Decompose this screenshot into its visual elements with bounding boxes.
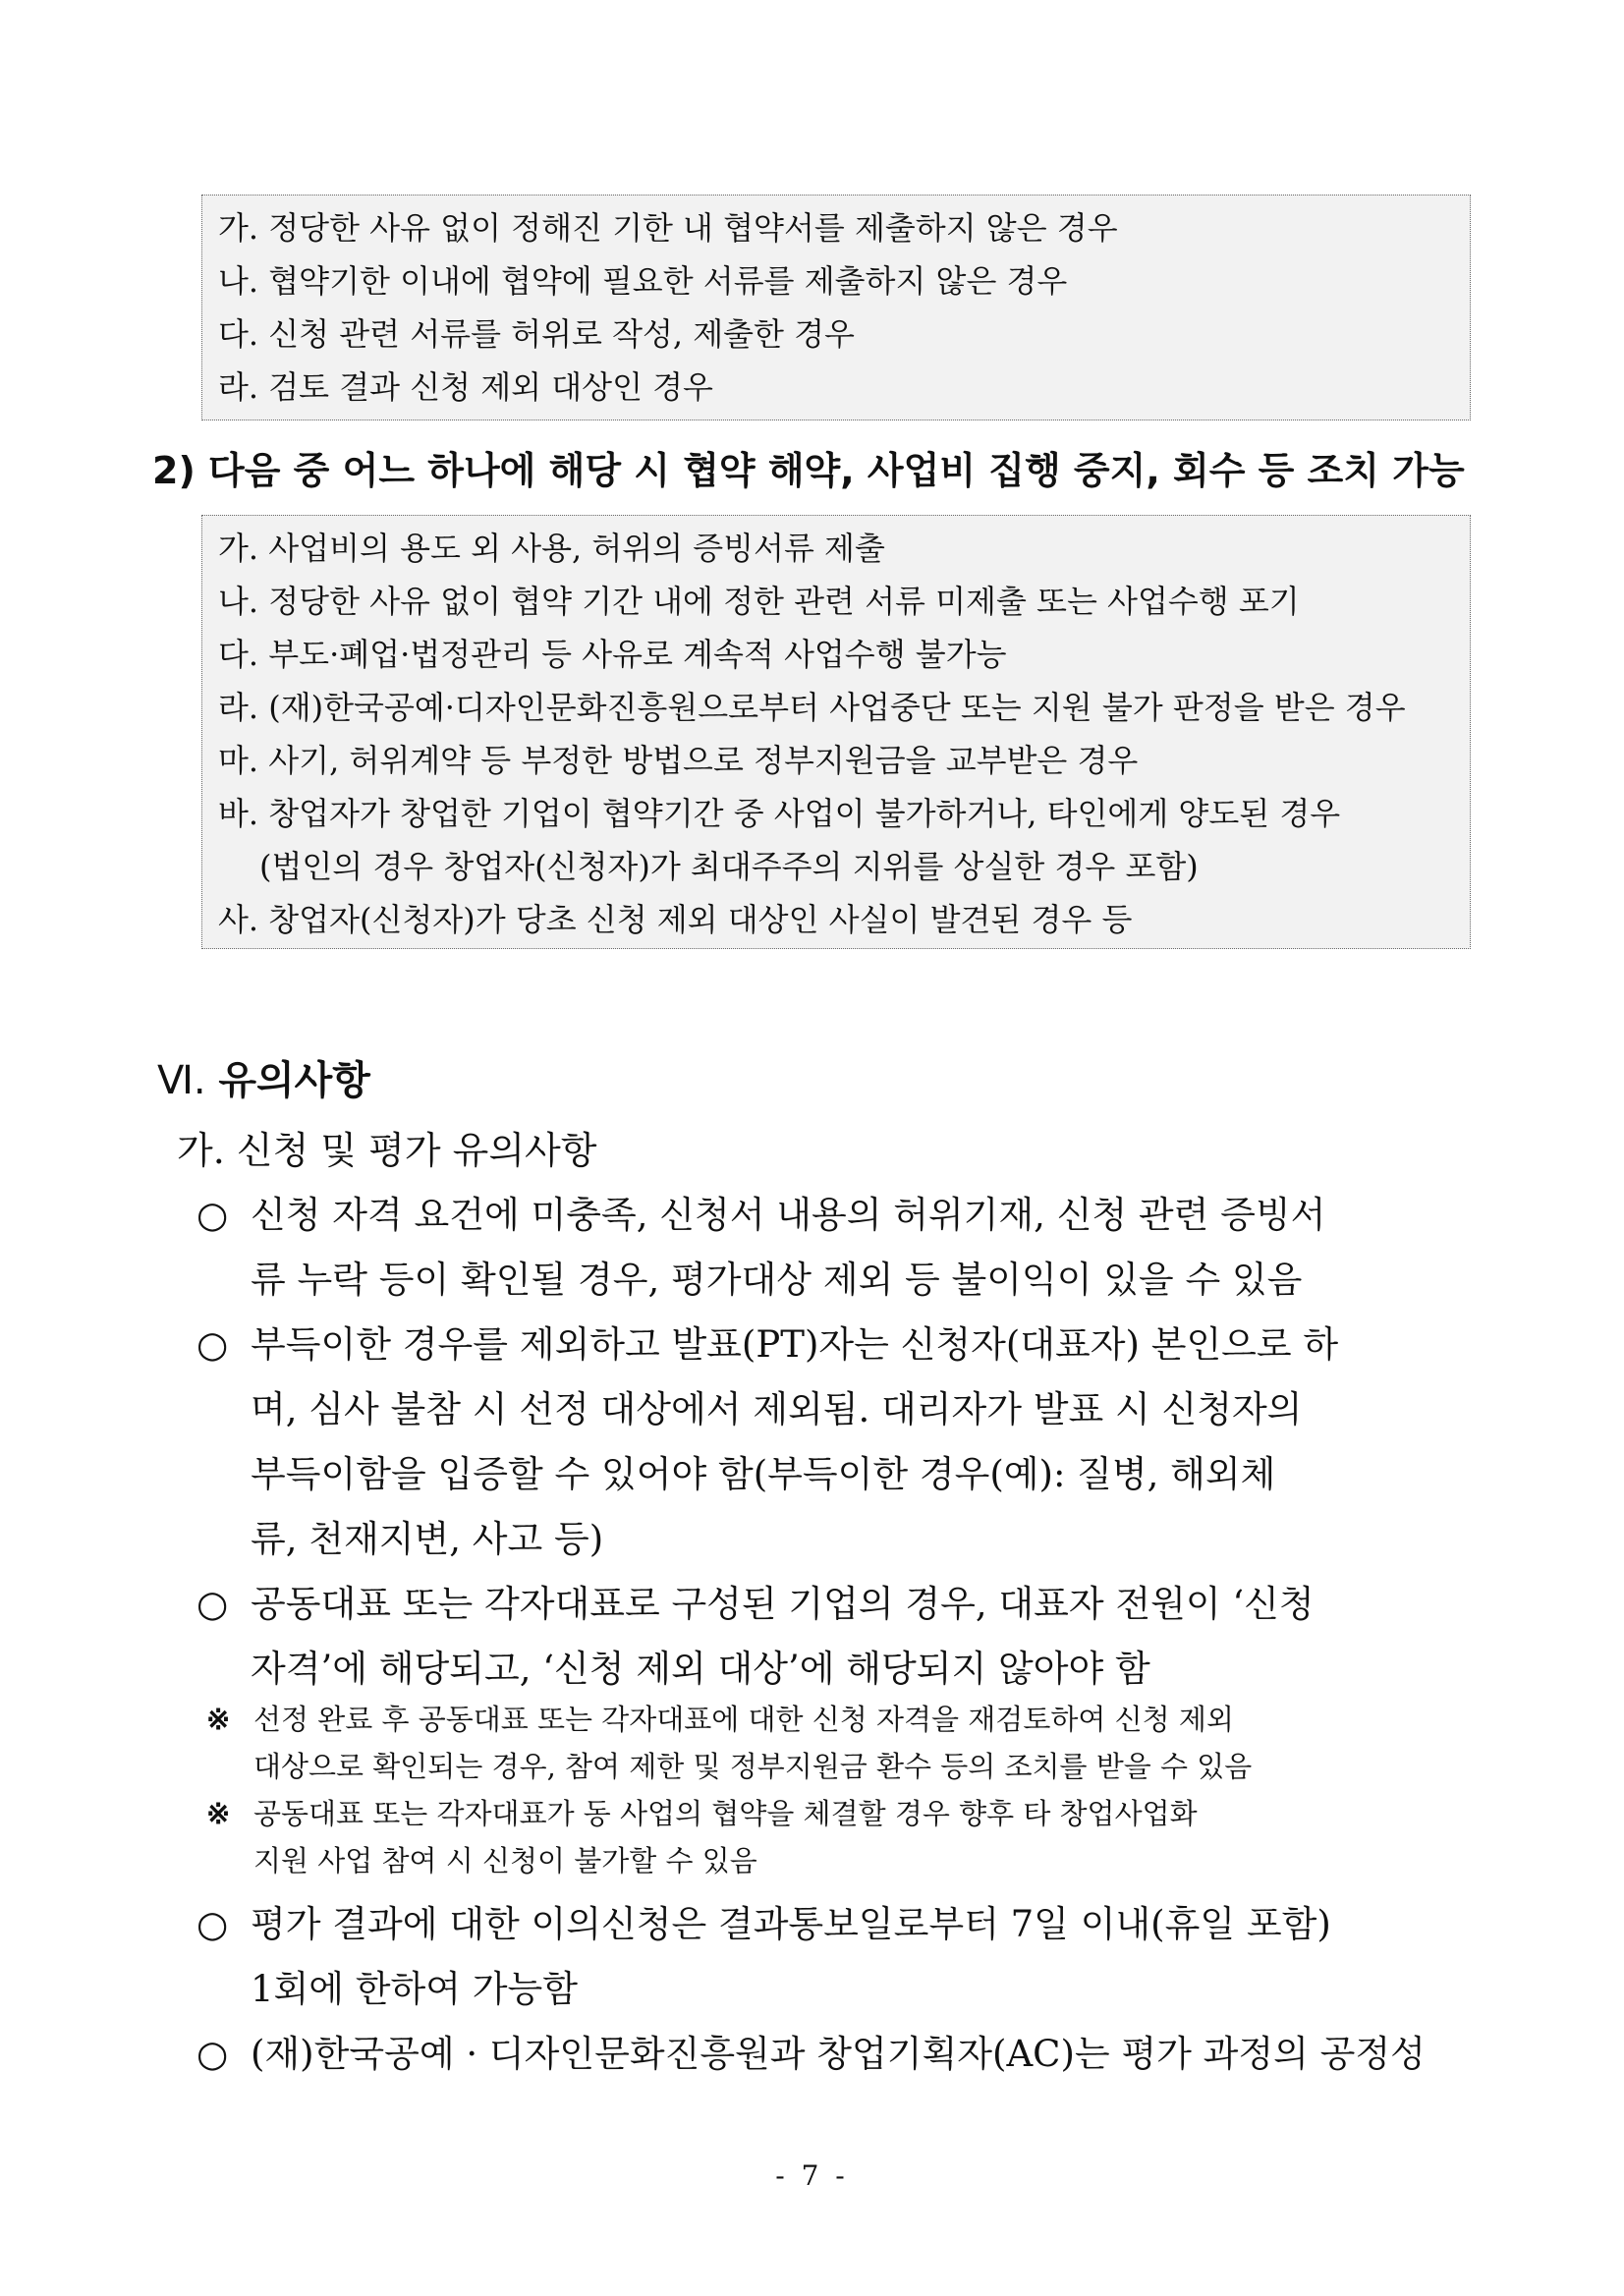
notice-text: 1회에 한하여 가능함: [251, 1968, 578, 2010]
box-line: 사. 창업자(신청자)가 당초 신청 제외 대상인 사실이 발견된 경우 등: [218, 901, 1133, 938]
note-text: 공동대표 또는 각자대표가 동 사업의 협약을 체결할 경우 향후 타 창업사업화: [253, 1797, 1198, 1830]
box-line: 다. 신청 관련 서류를 허위로 작성, 제출한 경우: [218, 315, 855, 353]
circle-bullet-icon: ○: [196, 1583, 229, 1625]
box-line: 마. 사기, 허위계약 등 부정한 방법으로 정부지원금을 교부받은 경우: [218, 742, 1139, 779]
section-number: Ⅵ.: [157, 1058, 206, 1103]
box-line: 라. 검토 결과 신청 제외 대상인 경우: [218, 368, 713, 406]
reference-mark-icon: ※: [206, 1703, 231, 1736]
notice-item: [196, 2022, 1426, 2087]
box-line: 가. 정당한 사유 없이 정해진 기한 내 협약서를 제출하지 않은 경우: [218, 209, 1118, 247]
notice-text: 부득이함을 입증할 수 있어야 함(부득이한 경우(예): 질병, 해외체: [251, 1453, 1276, 1495]
notice-item: [196, 1892, 1331, 2022]
note-item: [206, 1696, 1252, 1790]
disqualification-box: [201, 195, 1471, 420]
circle-bullet-icon: ○: [196, 1323, 229, 1366]
note-text: 지원 사업 참여 시 신청이 불가할 수 있음: [253, 1844, 757, 1877]
page-number: - 7 -: [775, 2159, 849, 2192]
note-text: 대상으로 확인되는 경우, 참여 제한 및 정부지원금 환수 등의 조치를 받을 수 있음: [253, 1750, 1253, 1783]
reference-mark-icon: ※: [206, 1797, 231, 1830]
box-line: 바. 창업자가 창업한 기업이 협약기간 중 사업이 불가하거나, 타인에게 양도된 경우: [218, 795, 1341, 832]
notice-text: 평가 결과에 대한 이의신청은 결과통보일로부터 7일 이내(휴일 포함): [251, 1903, 1331, 1945]
box-line: 다. 부도·폐업·법정관리 등 사유로 계속적 사업수행 불가능: [218, 636, 1007, 673]
box-line: 나. 협약기한 이내에 협약에 필요한 서류를 제출하지 않은 경우: [218, 262, 1068, 300]
notice-text: 부득이한 경우를 제외하고 발표(PT)자는 신청자(대표자) 본인으로 하: [251, 1323, 1339, 1366]
notice-item: [196, 1313, 1338, 1572]
circle-bullet-icon: ○: [196, 1194, 229, 1236]
notice-item: [196, 1183, 1325, 1313]
circle-bullet-icon: ○: [196, 1903, 229, 1945]
note-item: [206, 1790, 1198, 1884]
note-text: 선정 완료 후 공동대표 또는 각자대표에 대한 신청 자격을 재검토하여 신청 제외: [253, 1703, 1234, 1736]
circle-bullet-icon: ○: [196, 2033, 229, 2075]
notice-text: (재)한국공예 · 디자인문화진흥원과 창업기획자(AC)는 평가 과정의 공정성: [251, 2033, 1426, 2075]
subsection-heading: 2) 다음 중 어느 하나에 해당 시 협약 해약, 사업비 집행 중지, 회수 등 조치 가능: [152, 449, 1465, 492]
notice-text: 공동대표 또는 각자대표로 구성된 기업의 경우, 대표자 전원이 ‘신청: [251, 1583, 1315, 1625]
box-line: 가. 사업비의 용도 외 사용, 허위의 증빙서류 제출: [218, 530, 885, 567]
box-line-continuation: (법인의 경우 창업자(신청자)가 최대주주의 지위를 상실한 경우 포함): [259, 848, 1199, 885]
termination-conditions-box: [201, 515, 1471, 949]
notice-text: 류, 천재지변, 사고 등): [251, 1518, 604, 1560]
subsection-title: 가. 신청 및 평가 유의사항: [177, 1129, 597, 1172]
box-line: 라. (재)한국공예·디자인문화진흥원으로부터 사업중단 또는 지원 불가 판정을 받은 경우: [218, 689, 1406, 726]
notice-text: 자격’에 해당되고, ‘신청 제외 대상’에 해당되지 않아야 함: [251, 1648, 1150, 1690]
section-title-text: 유의사항: [218, 1058, 370, 1103]
section-title: [157, 1049, 370, 1105]
notice-text: 신청 자격 요건에 미충족, 신청서 내용의 허위기재, 신청 관련 증빙서: [251, 1194, 1326, 1236]
notice-item: [196, 1572, 1315, 1702]
notice-text: 류 누락 등이 확인될 경우, 평가대상 제외 등 불이익이 있을 수 있음: [251, 1259, 1303, 1301]
notice-text: 며, 심사 불참 시 선정 대상에서 제외됨. 대리자가 발표 시 신청자의: [251, 1388, 1303, 1430]
box-line: 나. 정당한 사유 없이 협약 기간 내에 정한 관련 서류 미제출 또는 사업수행 포기: [218, 583, 1300, 620]
